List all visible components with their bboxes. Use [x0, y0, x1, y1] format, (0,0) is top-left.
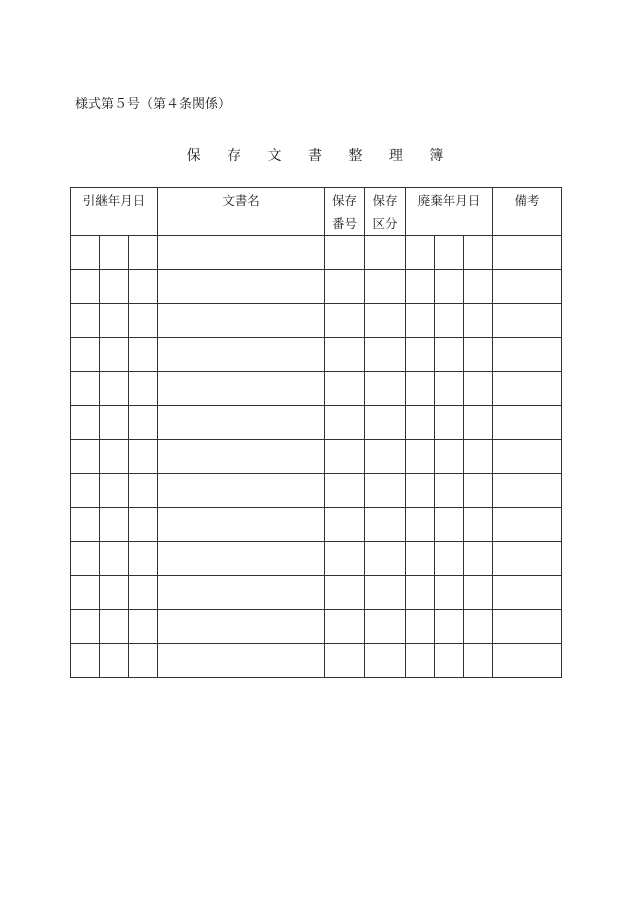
cell-disposal-year	[406, 270, 435, 304]
cell-disposal-day	[464, 644, 493, 678]
cell-disposal-year	[406, 576, 435, 610]
cell-disposal-month	[435, 236, 464, 270]
cell-transfer-year	[71, 338, 100, 372]
cell-disposal-month	[435, 304, 464, 338]
header-storage-number-line2: 番号	[331, 216, 357, 231]
cell-document-name	[158, 406, 325, 440]
cell-disposal-month	[435, 610, 464, 644]
cell-disposal-day	[464, 542, 493, 576]
cell-disposal-day	[464, 406, 493, 440]
cell-disposal-day	[464, 576, 493, 610]
cell-storage-number	[325, 474, 365, 508]
cell-transfer-year	[71, 576, 100, 610]
header-disposal-date: 廃棄年月日	[406, 188, 493, 236]
cell-transfer-month	[100, 508, 129, 542]
table-row	[71, 236, 562, 270]
cell-storage-number	[325, 440, 365, 474]
cell-storage-category	[365, 440, 406, 474]
cell-document-name	[158, 440, 325, 474]
cell-transfer-year	[71, 542, 100, 576]
cell-storage-number	[325, 338, 365, 372]
cell-transfer-day	[129, 644, 158, 678]
cell-transfer-day	[129, 542, 158, 576]
cell-transfer-year	[71, 270, 100, 304]
cell-document-name	[158, 576, 325, 610]
cell-document-name	[158, 372, 325, 406]
cell-disposal-day	[464, 474, 493, 508]
cell-disposal-day	[464, 270, 493, 304]
table-row	[71, 644, 562, 678]
cell-transfer-year	[71, 440, 100, 474]
cell-document-name	[158, 474, 325, 508]
cell-disposal-month	[435, 372, 464, 406]
form-number-label: 様式第５号（第４条関係）	[75, 97, 232, 112]
cell-remarks	[493, 576, 562, 610]
cell-transfer-month	[100, 236, 129, 270]
cell-transfer-day	[129, 406, 158, 440]
table-header-row	[71, 188, 562, 236]
cell-remarks	[493, 270, 562, 304]
cell-storage-number	[325, 610, 365, 644]
table-row	[71, 270, 562, 304]
cell-transfer-month	[100, 576, 129, 610]
cell-storage-number	[325, 236, 365, 270]
table-row	[71, 576, 562, 610]
cell-remarks	[493, 508, 562, 542]
cell-transfer-day	[129, 474, 158, 508]
cell-storage-number	[325, 372, 365, 406]
cell-storage-number	[325, 644, 365, 678]
table-row	[71, 372, 562, 406]
cell-storage-number	[325, 542, 365, 576]
table-row	[71, 474, 562, 508]
cell-transfer-month	[100, 474, 129, 508]
cell-disposal-year	[406, 372, 435, 406]
table-row	[71, 508, 562, 542]
cell-storage-category	[365, 542, 406, 576]
cell-transfer-day	[129, 372, 158, 406]
cell-storage-category	[365, 270, 406, 304]
cell-document-name	[158, 508, 325, 542]
cell-disposal-year	[406, 542, 435, 576]
document-register-table	[70, 187, 562, 678]
header-storage-category-line2: 区分	[372, 216, 398, 231]
cell-disposal-month	[435, 576, 464, 610]
cell-document-name	[158, 270, 325, 304]
document-title: 保 存 文 書 整 理 簿	[186, 148, 455, 164]
cell-disposal-year	[406, 508, 435, 542]
cell-storage-category	[365, 644, 406, 678]
cell-storage-category	[365, 576, 406, 610]
header-storage-category-line1: 保存	[372, 193, 398, 208]
cell-transfer-year	[71, 474, 100, 508]
cell-disposal-year	[406, 644, 435, 678]
cell-transfer-year	[71, 372, 100, 406]
cell-storage-category	[365, 338, 406, 372]
cell-storage-number	[325, 406, 365, 440]
cell-disposal-month	[435, 542, 464, 576]
cell-disposal-year	[406, 610, 435, 644]
cell-transfer-year	[71, 236, 100, 270]
cell-document-name	[158, 236, 325, 270]
cell-transfer-day	[129, 440, 158, 474]
header-storage-category	[365, 188, 406, 236]
cell-transfer-day	[129, 338, 158, 372]
table-row	[71, 610, 562, 644]
cell-transfer-day	[129, 610, 158, 644]
cell-disposal-year	[406, 304, 435, 338]
table-row	[71, 542, 562, 576]
cell-transfer-day	[129, 270, 158, 304]
cell-storage-category	[365, 474, 406, 508]
cell-transfer-month	[100, 440, 129, 474]
cell-disposal-day	[464, 508, 493, 542]
cell-storage-category	[365, 372, 406, 406]
cell-transfer-month	[100, 372, 129, 406]
cell-disposal-day	[464, 236, 493, 270]
cell-transfer-month	[100, 338, 129, 372]
cell-transfer-month	[100, 270, 129, 304]
cell-transfer-month	[100, 644, 129, 678]
cell-storage-category	[365, 304, 406, 338]
cell-disposal-month	[435, 474, 464, 508]
cell-remarks	[493, 474, 562, 508]
cell-disposal-year	[406, 406, 435, 440]
cell-disposal-year	[406, 474, 435, 508]
cell-remarks	[493, 440, 562, 474]
cell-remarks	[493, 372, 562, 406]
cell-disposal-month	[435, 338, 464, 372]
header-storage-number	[325, 188, 365, 236]
cell-disposal-year	[406, 236, 435, 270]
cell-storage-number	[325, 270, 365, 304]
cell-transfer-month	[100, 304, 129, 338]
cell-storage-category	[365, 236, 406, 270]
table-row	[71, 304, 562, 338]
cell-document-name	[158, 610, 325, 644]
cell-disposal-day	[464, 372, 493, 406]
cell-disposal-year	[406, 338, 435, 372]
cell-storage-number	[325, 304, 365, 338]
header-storage-number-line1: 保存	[331, 193, 357, 208]
cell-storage-category	[365, 610, 406, 644]
cell-document-name	[158, 542, 325, 576]
cell-remarks	[493, 644, 562, 678]
table-row	[71, 338, 562, 372]
cell-document-name	[158, 304, 325, 338]
cell-transfer-month	[100, 610, 129, 644]
cell-disposal-month	[435, 644, 464, 678]
cell-document-name	[158, 338, 325, 372]
cell-disposal-day	[464, 304, 493, 338]
cell-remarks	[493, 542, 562, 576]
cell-transfer-year	[71, 304, 100, 338]
cell-transfer-day	[129, 304, 158, 338]
cell-disposal-day	[464, 440, 493, 474]
cell-storage-category	[365, 508, 406, 542]
cell-transfer-month	[100, 542, 129, 576]
cell-transfer-month	[100, 406, 129, 440]
cell-document-name	[158, 644, 325, 678]
cell-disposal-year	[406, 440, 435, 474]
cell-transfer-year	[71, 610, 100, 644]
cell-disposal-month	[435, 440, 464, 474]
cell-transfer-day	[129, 576, 158, 610]
table-row	[71, 406, 562, 440]
table-row	[71, 440, 562, 474]
header-document-name: 文書名	[158, 188, 325, 236]
cell-transfer-year	[71, 644, 100, 678]
cell-disposal-month	[435, 508, 464, 542]
cell-disposal-month	[435, 406, 464, 440]
cell-remarks	[493, 304, 562, 338]
cell-disposal-day	[464, 338, 493, 372]
cell-transfer-year	[71, 508, 100, 542]
cell-storage-category	[365, 406, 406, 440]
cell-transfer-year	[71, 406, 100, 440]
cell-disposal-day	[464, 610, 493, 644]
cell-transfer-day	[129, 508, 158, 542]
cell-storage-number	[325, 576, 365, 610]
cell-storage-number	[325, 508, 365, 542]
header-transfer-date: 引継年月日	[71, 188, 158, 236]
cell-remarks	[493, 406, 562, 440]
cell-remarks	[493, 236, 562, 270]
cell-disposal-month	[435, 270, 464, 304]
cell-transfer-day	[129, 236, 158, 270]
cell-remarks	[493, 610, 562, 644]
cell-remarks	[493, 338, 562, 372]
header-remarks: 備考	[493, 188, 562, 236]
